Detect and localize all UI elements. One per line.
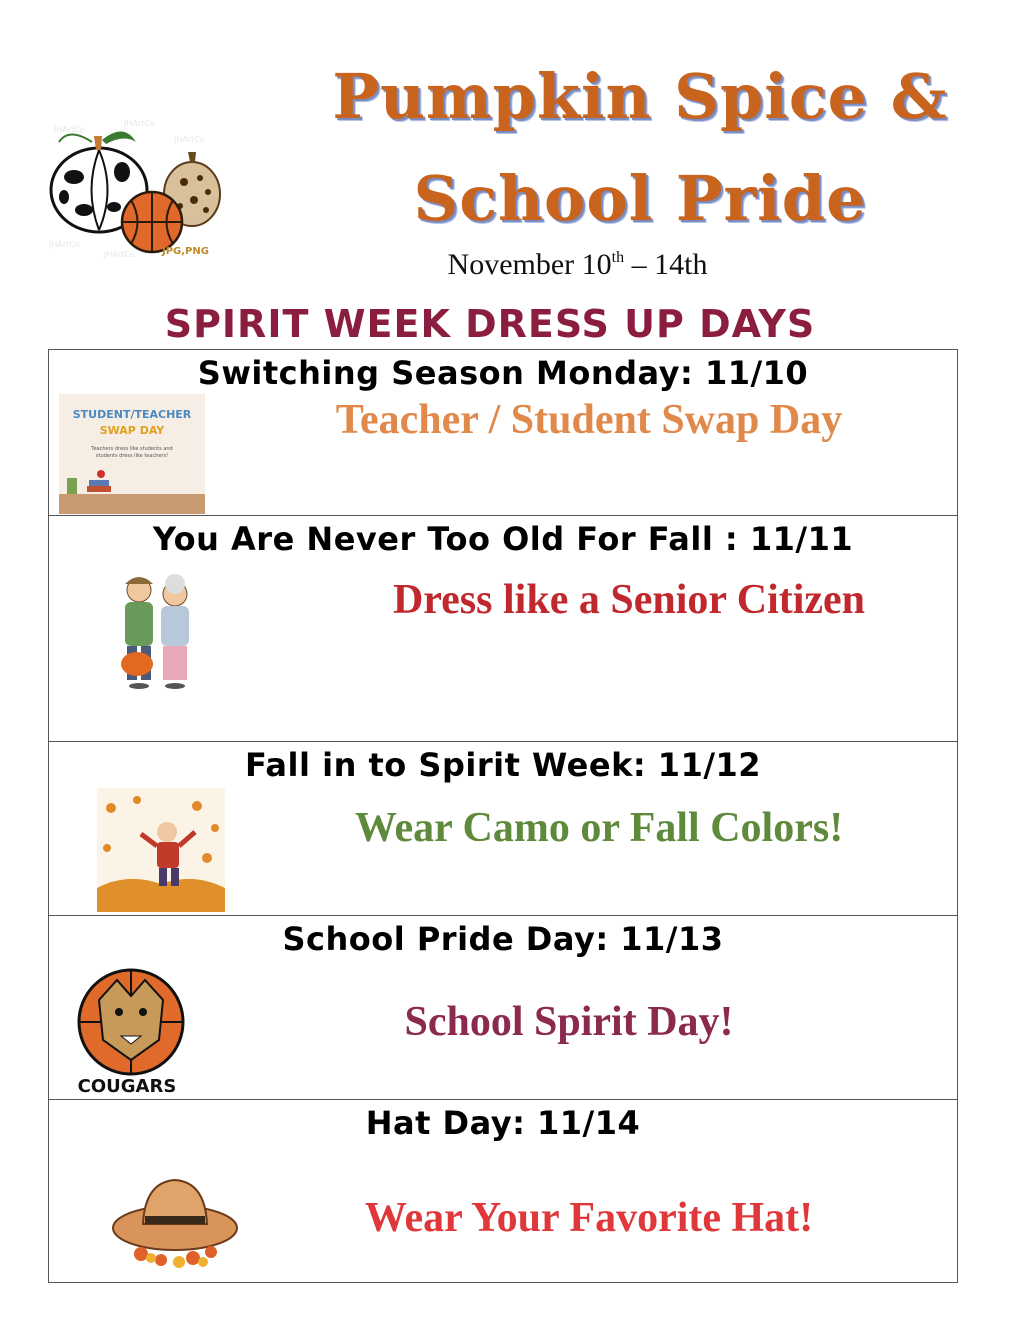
- pumpkin-basketball-art: [44, 112, 224, 262]
- page-title-line2: School Pride: [413, 162, 867, 235]
- day-heading: You Are Never Too Old For Fall : 11/11: [152, 520, 854, 558]
- spirit-week-subtitle: SPIRIT WEEK DRESS UP DAYS: [164, 302, 816, 346]
- day-heading: Switching Season Monday: 11/10: [197, 354, 809, 392]
- day-heading: Hat Day: 11/14: [365, 1104, 641, 1142]
- svg-text:JHArtCo: JHArtCo: [54, 125, 85, 134]
- day-row-tuesday: [49, 516, 957, 742]
- senior-couple-icon: [111, 568, 201, 692]
- day-description: School Spirit Day!: [404, 999, 734, 1045]
- svg-text:Teachers dress like students a: Teachers dress like students and: [91, 446, 173, 452]
- fall-leaves-icon: [97, 788, 225, 912]
- svg-text:JHArtCo: JHArtCo: [124, 119, 155, 128]
- svg-text:JHArtCo: JHArtCo: [174, 135, 205, 144]
- day-row-friday: [49, 1100, 957, 1284]
- svg-text:STUDENT/TEACHER: STUDENT/TEACHER: [72, 408, 192, 421]
- day-row-wednesday: [49, 742, 957, 916]
- day-description: Wear Your Favorite Hat!: [364, 1195, 814, 1241]
- svg-text:students dress like teachers!: students dress like teachers!: [95, 453, 169, 459]
- basketball-icon: [122, 192, 182, 252]
- svg-text:SWAP DAY: SWAP DAY: [99, 424, 165, 437]
- fall-hat-icon: [111, 1162, 241, 1272]
- cougars-logo-text: COUGARS: [77, 1076, 177, 1097]
- swap-day-card-icon: [59, 394, 205, 514]
- day-row-thursday: [49, 916, 957, 1100]
- day-description: Teacher / Student Swap Day: [335, 397, 843, 443]
- day-description: Dress like a Senior Citizen: [392, 577, 866, 623]
- day-heading: Fall in to Spirit Week: 11/12: [244, 746, 762, 784]
- day-description: Wear Camo or Fall Colors!: [354, 805, 844, 851]
- svg-text:JHArtCo: JHArtCo: [104, 250, 135, 259]
- day-row-monday: [49, 350, 957, 516]
- cougar-logo-icon: [59, 960, 199, 1100]
- page-title-line1: Pumpkin Spice &: [332, 60, 948, 133]
- schedule-table: [48, 349, 958, 1283]
- day-heading: School Pride Day: 11/13: [282, 920, 724, 958]
- event-date: November 10th – 14th: [447, 248, 708, 281]
- svg-text:JHArtCo: JHArtCo: [49, 240, 80, 249]
- art-label: JPG,PNG: [162, 246, 209, 257]
